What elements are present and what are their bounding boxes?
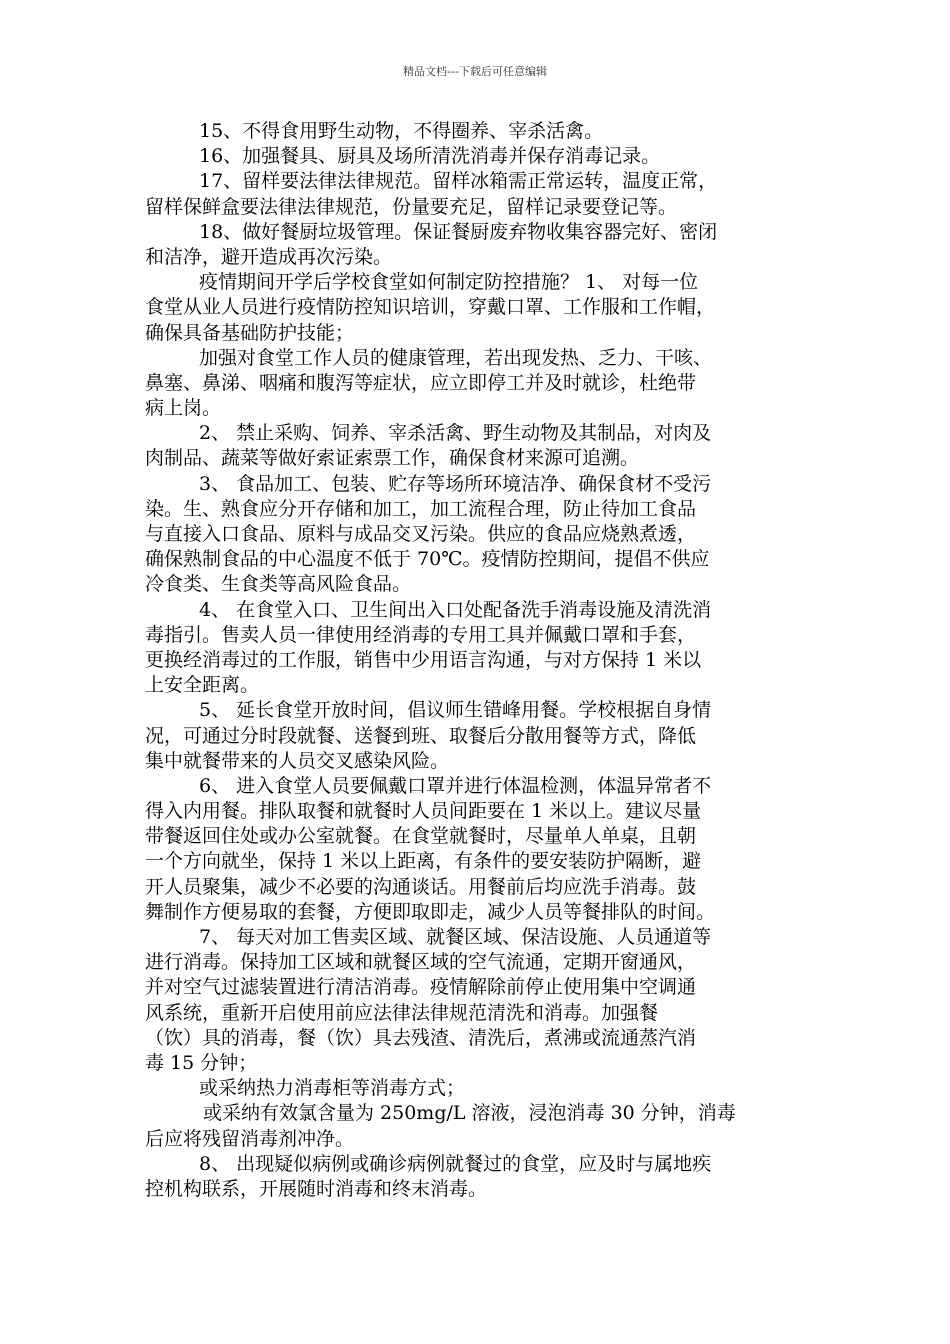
text-line: 或采纳有效氯含量为 250mg/L 溶液，浸泡消毒 30 分钟，消毒 [203, 1102, 736, 1125]
text-line: 进行消毒。保持加工区域和就餐区域的空气流通，定期开窗通风， [145, 951, 697, 974]
text-line: 3、 食品加工、包装、贮存等场所环境洁净、确保食材不受污 [199, 472, 712, 495]
text-line: 毒 15 分钟； [145, 1051, 258, 1074]
text-line: 16、加强餐具、厨具及场所清洗消毒并保存消毒记录。 [199, 145, 661, 168]
text-line: 和洁净，避开造成再次污染。 [145, 245, 393, 268]
text-line: 上安全距离。 [145, 674, 260, 697]
text-line: 确保熟制食品的中心温度不低于 70℃。疫情防控期间，提倡不供应 [145, 548, 710, 571]
text-line: 肉制品、蔬菜等做好索证索票工作，确保食材来源可追溯。 [145, 447, 640, 470]
text-line: 与直接入口食品、原料与成品交叉污染。供应的食品应烧熟煮透， [145, 523, 697, 545]
text-line: 后应将残留消毒剂冲净。 [145, 1127, 355, 1150]
text-line: 染。生、熟食应分开存储和加工，加工流程合理，防止待加工食品 [145, 497, 697, 520]
text-line: 8、 出现疑似病例或确诊病例就餐过的食堂，应及时与属地疾 [199, 1152, 712, 1175]
text-line: 开人员聚集，减少不必要的沟通谈话。用餐前后均应洗手消毒。鼓 [145, 875, 697, 898]
text-line: 17、留样要法律法律规范。留样冰箱需正常运转，温度正常， [199, 170, 718, 193]
text-line: 食堂从业人员进行疫情防控知识培训，穿戴口罩、工作服和工作帽， [145, 296, 716, 319]
text-line: 毒指引。售卖人员一律使用经消毒的专用工具并佩戴口罩和手套， [145, 623, 697, 646]
text-line: 风系统，重新开启使用前应法律法律规范清洗和消毒。加强餐 [145, 1001, 659, 1024]
text-line: 一个方向就坐，保持 1 米以上距离，有条件的要安装防护隔断，避 [145, 850, 702, 873]
text-line: 6、 进入食堂人员要佩戴口罩并进行体温检测，体温异常者不 [199, 774, 712, 797]
text-line: 疫情期间开学后学校食堂如何制定防控措施？ 1、 对每一位 [199, 271, 699, 294]
text-line: 留样保鲜盒要法律法律规范，份量要充足，留样记录要登记等。 [145, 195, 678, 218]
text-line: 或采纳热力消毒柜等消毒方式； [199, 1077, 466, 1100]
text-line: 带餐返回住处或办公室就餐。在食堂就餐时，尽量单人单桌，且朝 [145, 825, 697, 848]
text-line: 7、 每天对加工售卖区域、就餐区域、保洁设施、人员通道等 [199, 926, 712, 948]
document-body [145, 119, 817, 1202]
text-line: 况，可通过分时段就餐、送餐到班、取餐后分散用餐等方式，降低 [145, 724, 697, 747]
text-line: 4、 在食堂入口、卫生间出入口处配备洗手消毒设施及清洗消 [199, 598, 712, 621]
text-line: 15、不得食用野生动物，不得圈养、宰杀活禽。 [199, 120, 604, 142]
text-line: 病上岗。 [145, 397, 222, 420]
text-line: 鼻塞、鼻涕、咽痛和腹泻等症状，应立即停工并及时就诊，杜绝带 [145, 371, 697, 394]
text-line: 确保具备基础防护技能； [145, 321, 355, 344]
text-line: （饮）具的消毒，餐（饮）具去残渣、清洗后，煮沸或流通蒸汽消 [145, 1026, 697, 1049]
text-line: 并对空气过滤装置进行清洁消毒。疫情解除前停止使用集中空调通 [145, 976, 697, 999]
text-line: 冷食类、生食类等高风险食品。 [145, 573, 412, 596]
text-line: 更换经消毒过的工作服，销售中少用语言沟通，与对方保持 1 米以 [145, 648, 702, 671]
text-line: 18、做好餐厨垃圾管理。保证餐厨废弃物收集容器完好、密闭 [199, 220, 718, 243]
text-line: 得入内用餐。排队取餐和就餐时人员间距要在 1 米以上。建议尽量 [145, 800, 702, 823]
text-line: 5、 延长食堂开放时间，倡议师生错峰用餐。学校根据自身情 [199, 699, 712, 722]
text-line: 集中就餐带来的人员交叉感染风险。 [145, 749, 450, 772]
page-header: 精品文档---下载后可任意编辑 [403, 65, 547, 78]
text-line: 控机构联系，开展随时消毒和终末消毒。 [145, 1177, 488, 1200]
text-line: 舞制作方便易取的套餐，方便即取即走，减少人员等餐排队的时间。 [145, 900, 716, 923]
text-line: 2、 禁止采购、饲养、宰杀活禽、野生动物及其制品，对肉及 [199, 422, 712, 445]
text-line: 加强对食堂工作人员的健康管理，若出现发热、乏力、干咳、 [199, 346, 713, 369]
